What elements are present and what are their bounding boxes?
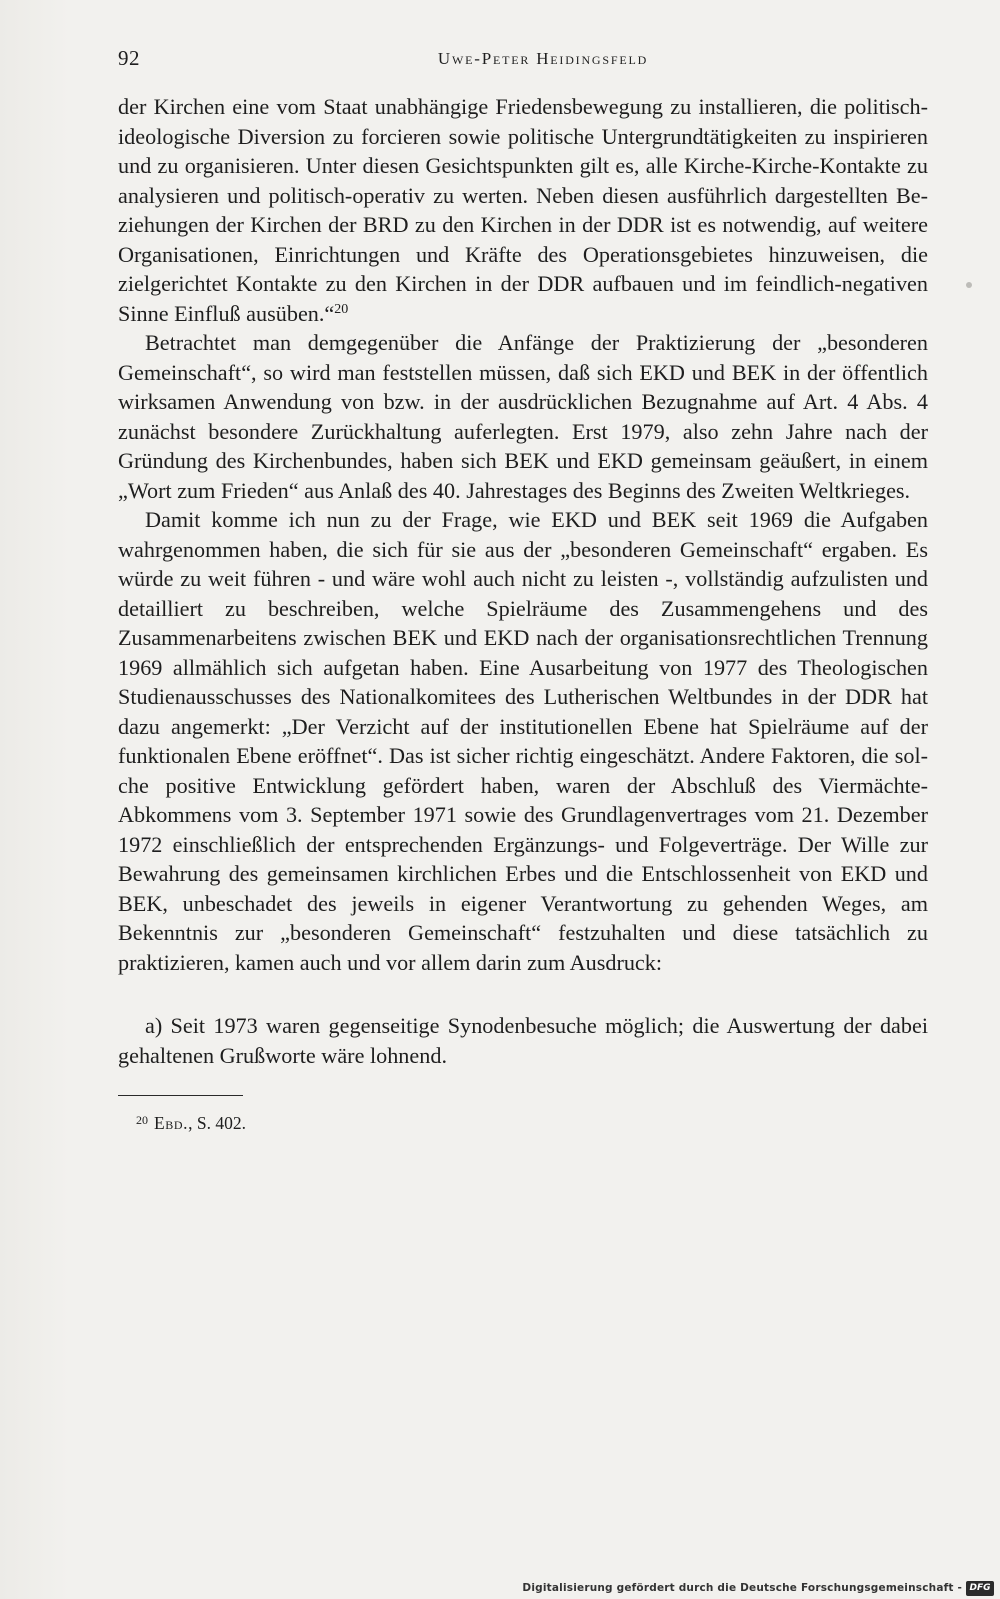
- footnote-source: Ebd.: [154, 1113, 189, 1133]
- running-head: Uwe-Peter Heidingsfeld: [437, 49, 649, 68]
- paragraph-question: Damit komme ich nun zu der Frage, wie EKD und BEK seit 1969 die Aufgaben wahrgenommen haben, die sich für sie aus der „besonderen Gemeinschaft“ ergaben. Es würde zu weit führen - und wäre wohl auch nicht zu leisten -, vollständig aufzulisten und detailliert zu beschreiben, welche Spielräume des Zusammengehens und des Zusammenarbeitens zwischen BEK und EKD nach der organisationsrechtlichen Trennung 1969 allmählich sich aufgetan haben. Eine Ausarbeitung von 1977 des Theologischen Studienausschusses des Nationalkomitees des Lutherischen Weltbundes in der DDR hat dazu angemerkt: „Der Verzicht auf der institutionellen Ebene hat Spielräume auf der funktionalen Ebene eröffnet“. Das ist sicher richtig eingeschätzt. Andere Faktoren, die solche positive Entwicklung gefördert haben, waren der Abschluß des Viermächte-Abkommens vom 3. September 1971 sowie des Grundlagenvertrages vom 21. Dezember 1972 einschließlich der entsprechenden Ergänzungs- und Folgeverträge. Der Wille zur Bewahrung des gemeinsamen kirchlichen Erbes und die Entschlossenheit von EKD und BEK, unbeschadet des jeweils in eigener Verantwortung zu gehenden Weges, am Bekenntnis zur „besonderen Gemeinschaft“ festzuhalten und diese tatsächlich zu praktizieren, kamen auch und vor allem darin zum Ausdruck:: [118, 507, 928, 975]
- list-item-a: a) Seit 1973 waren gegenseitige Synodenbesuche möglich; die Auswertung der dabei gehaltenen Grußworte wäre lohnend.: [118, 1013, 928, 1068]
- page-header: [118, 40, 928, 80]
- footnote: [118, 1108, 928, 1135]
- page-number: 92: [118, 46, 140, 70]
- paragraph-beginnings: Betrachtet man demgegenüber die Anfänge der Praktizierung der „besonderen Gemeinschaft“, so wird man feststellen müssen, daß sich EKD und BEK in der öffentlich wirksamen Anwendung von bzw. in der ausdrücklichen Bezugnahme auf Art. 4 Abs. 4 zunächst besondere Zurückhaltung auferlegten. Erst 1979, also zehn Jahre nach der Gründung des Kirchenbundes, haben sich BEK und EKD gemeinsam geäußert, in einem „Wort zum Frieden“ aus Anlaß des 40. Jahrestages des Beginns des Zweiten Weltkrieges.: [118, 330, 928, 503]
- footnote-reference: 20: [334, 301, 349, 317]
- footnote-text: , S. 402.: [188, 1113, 246, 1133]
- scan-speck: [966, 282, 972, 288]
- paragraph-quote-end: [118, 92, 928, 328]
- footnote-number: 20: [136, 1113, 148, 1127]
- book-page: [118, 40, 928, 1135]
- digitization-credit: Digitalisierung gefördert durch die Deutsche Forschungsgemeinschaft -: [522, 1582, 962, 1594]
- body-text: [118, 92, 928, 1070]
- paragraph-text: der Kirchen eine vom Staat unabhängige Friedensbewegung zu installieren, die politisch-ideologische Diversion zu forcieren sowie politische Untergrundtätigkeiten zu inspirieren und zu organisieren. Unter diesen Gesichtspunkten gilt es, alle Kirche-Kirche-Kontakte zu analysieren und politisch-operativ zu werten. Neben diesen ausführlich dargestellten Beziehungen der Kirchen der BRD zu den Kirchen in der DDR ist es notwendig, auf weitere Organisationen, Einrichtungen und Kräfte des Operationsgebietes hinzuweisen, die zielgerichtet Kontakte zu den Kirchen in der DDR aufbauen und im feindlich-negativen Sinne Einfluß ausüben.“: [118, 94, 928, 326]
- scan-left-margin: [0, 0, 70, 1599]
- footnote-rule: [118, 1095, 243, 1096]
- dfg-logo: DFG: [966, 1581, 994, 1596]
